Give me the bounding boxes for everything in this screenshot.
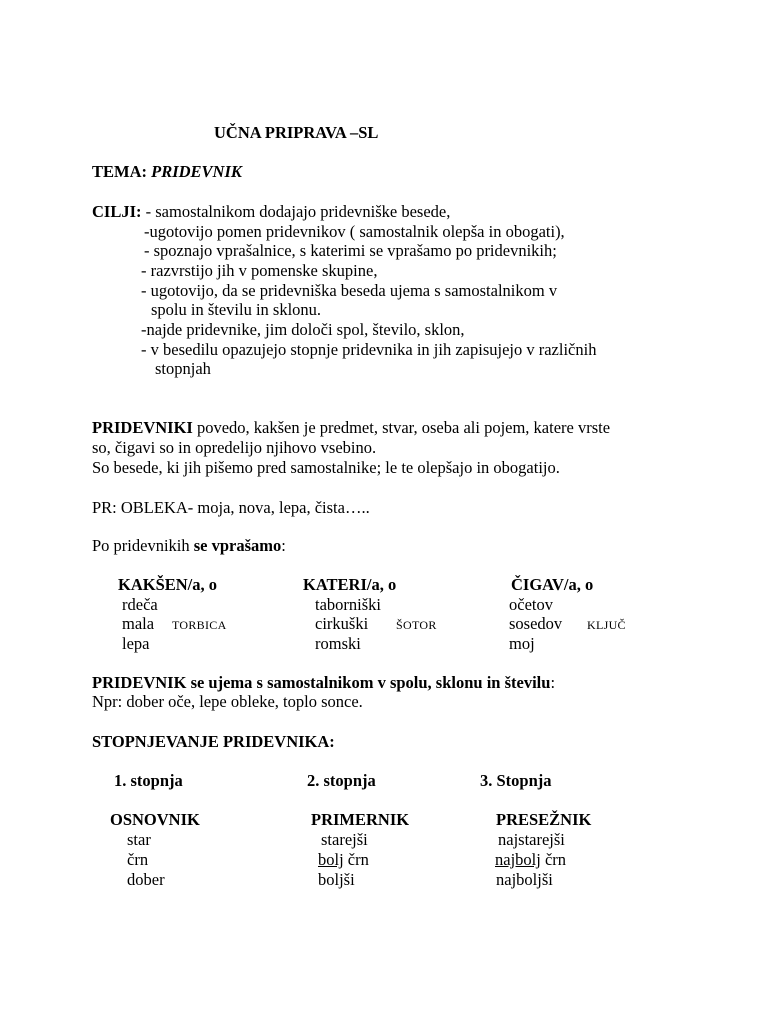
noun-label: TORBICA xyxy=(172,618,227,632)
table-cell: boljši xyxy=(318,870,355,889)
agreement-example: Npr: dober oče, lepe obleke, toplo sonce. xyxy=(92,692,363,711)
cilji-line-3: - spoznajo vprašalnice, s katerimi se vprašamo po pridevnikih; xyxy=(144,241,557,260)
question-header: ČIGAV/a, o xyxy=(511,575,594,594)
cilji-line-5: - ugotovijo, da se pridevniška beseda ujema s samostalnikom v xyxy=(141,281,558,300)
questions-intro: Po pridevnikih se vprašamo: xyxy=(92,536,286,555)
table-cell: taborniški xyxy=(315,595,381,614)
pridevniki-term: PRIDEVNIKI xyxy=(92,418,193,437)
degree-name: PRIMERNIK xyxy=(311,810,410,829)
degrees-title: STOPNJEVANJE PRIDEVNIKA: xyxy=(92,732,335,751)
cilji-line-1: CILJI: - samostalnikom dodajajo pridevniške besede, xyxy=(92,202,451,221)
tema-line xyxy=(92,162,242,182)
tema-value: PRIDEVNIK xyxy=(151,162,242,181)
cilji-line-8: - v besedilu opazujejo stopnje pridevnika in jih zapisujejo v različnih xyxy=(141,340,597,359)
table-cell: cirkuški xyxy=(315,614,369,633)
table-cell: mala xyxy=(122,614,155,633)
degree-name: PRESEŽNIK xyxy=(496,810,592,829)
document-title: UČNA PRIPRAVA –SL xyxy=(214,123,379,142)
noun-label: KLJUČ xyxy=(587,618,626,632)
cilji-line-9: stopnjah xyxy=(155,359,211,378)
table-cell: najboljši xyxy=(496,870,553,889)
degree-name: OSNOVNIK xyxy=(110,810,200,829)
table-cell: sosedov xyxy=(509,614,563,633)
degree-level: 2. stopnja xyxy=(307,771,376,790)
table-cell: moj xyxy=(509,634,535,653)
cilji-line-4: - razvrstijo jih v pomenske skupine, xyxy=(141,261,378,280)
question-header: KATERI/a, o xyxy=(303,575,397,594)
cilji-line-2: -ugotovijo pomen pridevnikov ( samostalnik olepša in obogati), xyxy=(144,222,565,241)
table-cell: črn xyxy=(127,850,149,869)
example-line: PR: OBLEKA- moja, nova, lepa, čista….. xyxy=(92,498,370,517)
table-cell: romski xyxy=(315,634,361,653)
table-cell: dober xyxy=(127,870,165,889)
table-cell: očetov xyxy=(509,595,553,614)
question-header: KAKŠEN/a, o xyxy=(118,575,218,594)
degree-level: 3. Stopnja xyxy=(480,771,552,790)
table-cell: bolj črn xyxy=(318,850,369,869)
table-cell: star xyxy=(127,830,151,849)
cilji-line-6: spolu in številu in sklonu. xyxy=(151,300,322,319)
tema-label: TEMA: xyxy=(92,162,152,181)
degree-level: 1. stopnja xyxy=(114,771,183,790)
table-cell: lepa xyxy=(122,634,150,653)
table-cell: najbolj črn xyxy=(495,850,567,869)
cilji-label: CILJI: xyxy=(92,202,142,221)
table-cell: starejši xyxy=(321,830,368,849)
table-cell: rdeča xyxy=(122,595,158,614)
agreement-rule: PRIDEVNIK se ujema s samostalnikom v spolu, sklonu in številu: xyxy=(92,673,556,692)
cilji-line-7: -najde pridevnike, jim določi spol, število, sklon, xyxy=(141,320,465,339)
table-cell: najstarejši xyxy=(498,830,565,849)
noun-label: ŠOTOR xyxy=(396,618,437,632)
